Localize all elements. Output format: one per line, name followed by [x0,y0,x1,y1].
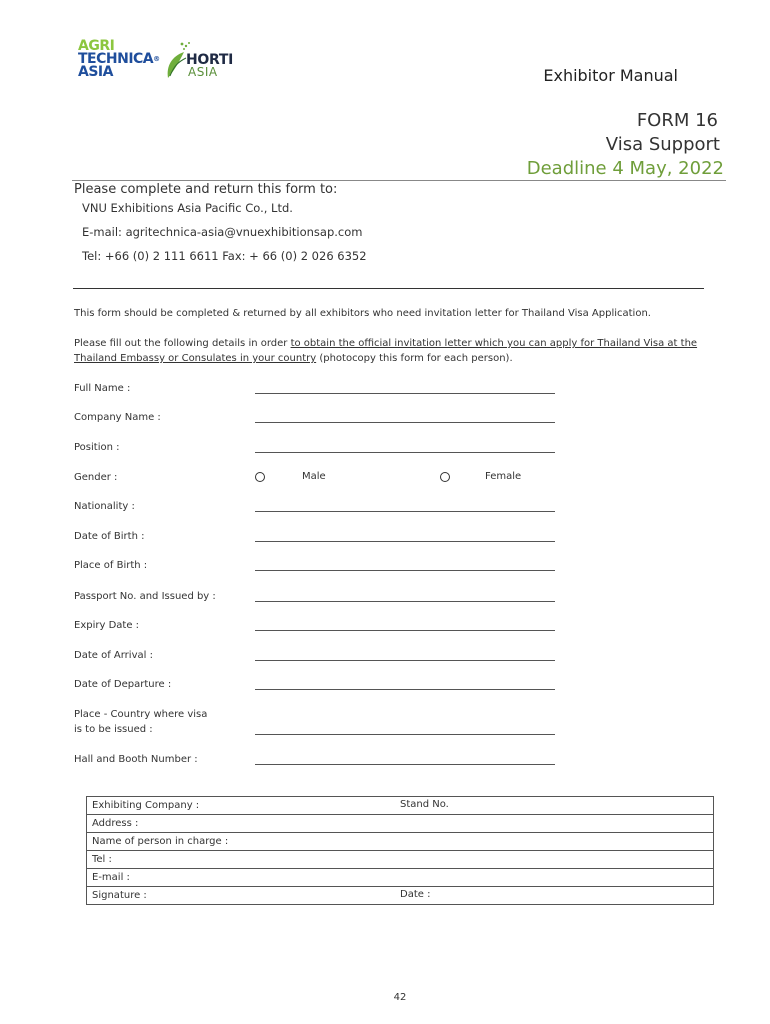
logo-horti-line2: ASIA [188,65,218,79]
full-name-field[interactable] [255,393,555,394]
header-divider [72,180,726,181]
section-divider [73,288,704,289]
stand-no-label: Stand No. [400,799,449,810]
tel-label: Tel : [92,854,112,865]
full-name-label: Full Name : [74,383,131,394]
place-of-birth-field[interactable] [255,570,555,571]
return-company: VNU Exhibitions Asia Pacific Co., Ltd. [82,201,293,215]
page-number: 42 [393,992,407,1003]
date-of-birth-field[interactable] [255,541,555,542]
table-row [87,833,714,851]
deadline: Deadline 4 May, 2022 [526,158,724,179]
form-number: FORM 16 [636,110,718,131]
female-label: Female [485,471,522,482]
return-tel: Tel: +66 (0) 2 111 6611 Fax: + 66 (0) 2 026 6352 [82,249,367,263]
arrival-date-field[interactable] [255,660,555,661]
manual-title: Exhibitor Manual [543,66,678,85]
male-radio[interactable] [255,472,265,482]
person-in-charge-label: Name of person in charge : [92,836,229,847]
email-cell[interactable] [87,869,714,887]
company-name-label: Company Name : [74,412,161,423]
female-radio[interactable] [440,472,450,482]
instruction-paragraph-2: Please fill out the following details in order to obtain the official invitation letter which you can apply for Thailand Visa at the Thailand Embassy or Consulates in your country (photocopy this form for each person). [74,338,698,364]
gender-label: Gender : [74,472,118,483]
form-title: Visa Support [605,134,720,155]
date-of-birth-label: Date of Birth : [74,531,145,542]
agritechnica-asia-logo [78,40,160,79]
male-label: Male [302,471,326,482]
passport-field[interactable] [255,601,555,602]
exhibitor-contact-table [86,796,714,905]
nationality-label: Nationality : [74,501,135,512]
table-row [87,851,714,869]
position-field[interactable] [255,452,555,453]
logo-agri-line1: AGRI [78,38,115,54]
return-email: E-mail: agritechnica-asia@vnuexhibitionsap.com [82,225,363,239]
table-row [87,887,714,905]
signature-label: Signature : [92,890,147,901]
passport-label: Passport No. and Issued by : [74,591,216,602]
company-name-field[interactable] [255,422,555,423]
address-label: Address : [92,818,139,829]
logo-agri-line2: TECHNICA® [78,51,160,67]
return-title: Please complete and return this form to: [74,182,338,197]
visa-place-field[interactable] [255,734,555,735]
logo-agri-line3: ASIA [78,64,113,80]
departure-date-label: Date of Departure : [74,679,172,690]
person-in-charge-cell[interactable] [87,833,714,851]
hall-booth-field[interactable] [255,764,555,765]
signature-cell[interactable] [87,887,714,905]
logo-horti-line1: HORTI [186,52,234,68]
expiry-date-field[interactable] [255,630,555,631]
exhibiting-company-label: Exhibiting Company : [92,800,200,811]
visa-place-label: Place - Country where visa is to be issued : [74,709,208,735]
table-row [87,869,714,887]
table-row [87,797,714,815]
table-row [87,815,714,833]
arrival-date-label: Date of Arrival : [74,650,153,661]
date-label: Date : [400,889,431,900]
position-label: Position : [74,442,120,453]
horti-asia-logo [164,40,240,80]
tel-cell[interactable] [87,851,714,869]
hall-booth-label: Hall and Booth Number : [74,754,198,765]
nationality-field[interactable] [255,511,555,512]
instruction-paragraph-1: This form should be completed & returned by all exhibitors who need invitation letter for Thailand Visa Application. [74,308,651,319]
place-of-birth-label: Place of Birth : [74,560,148,571]
email-label: E-mail : [92,872,130,883]
address-cell[interactable] [87,815,714,833]
exhibiting-company-cell[interactable] [87,797,714,815]
departure-date-field[interactable] [255,689,555,690]
expiry-date-label: Expiry Date : [74,620,140,631]
